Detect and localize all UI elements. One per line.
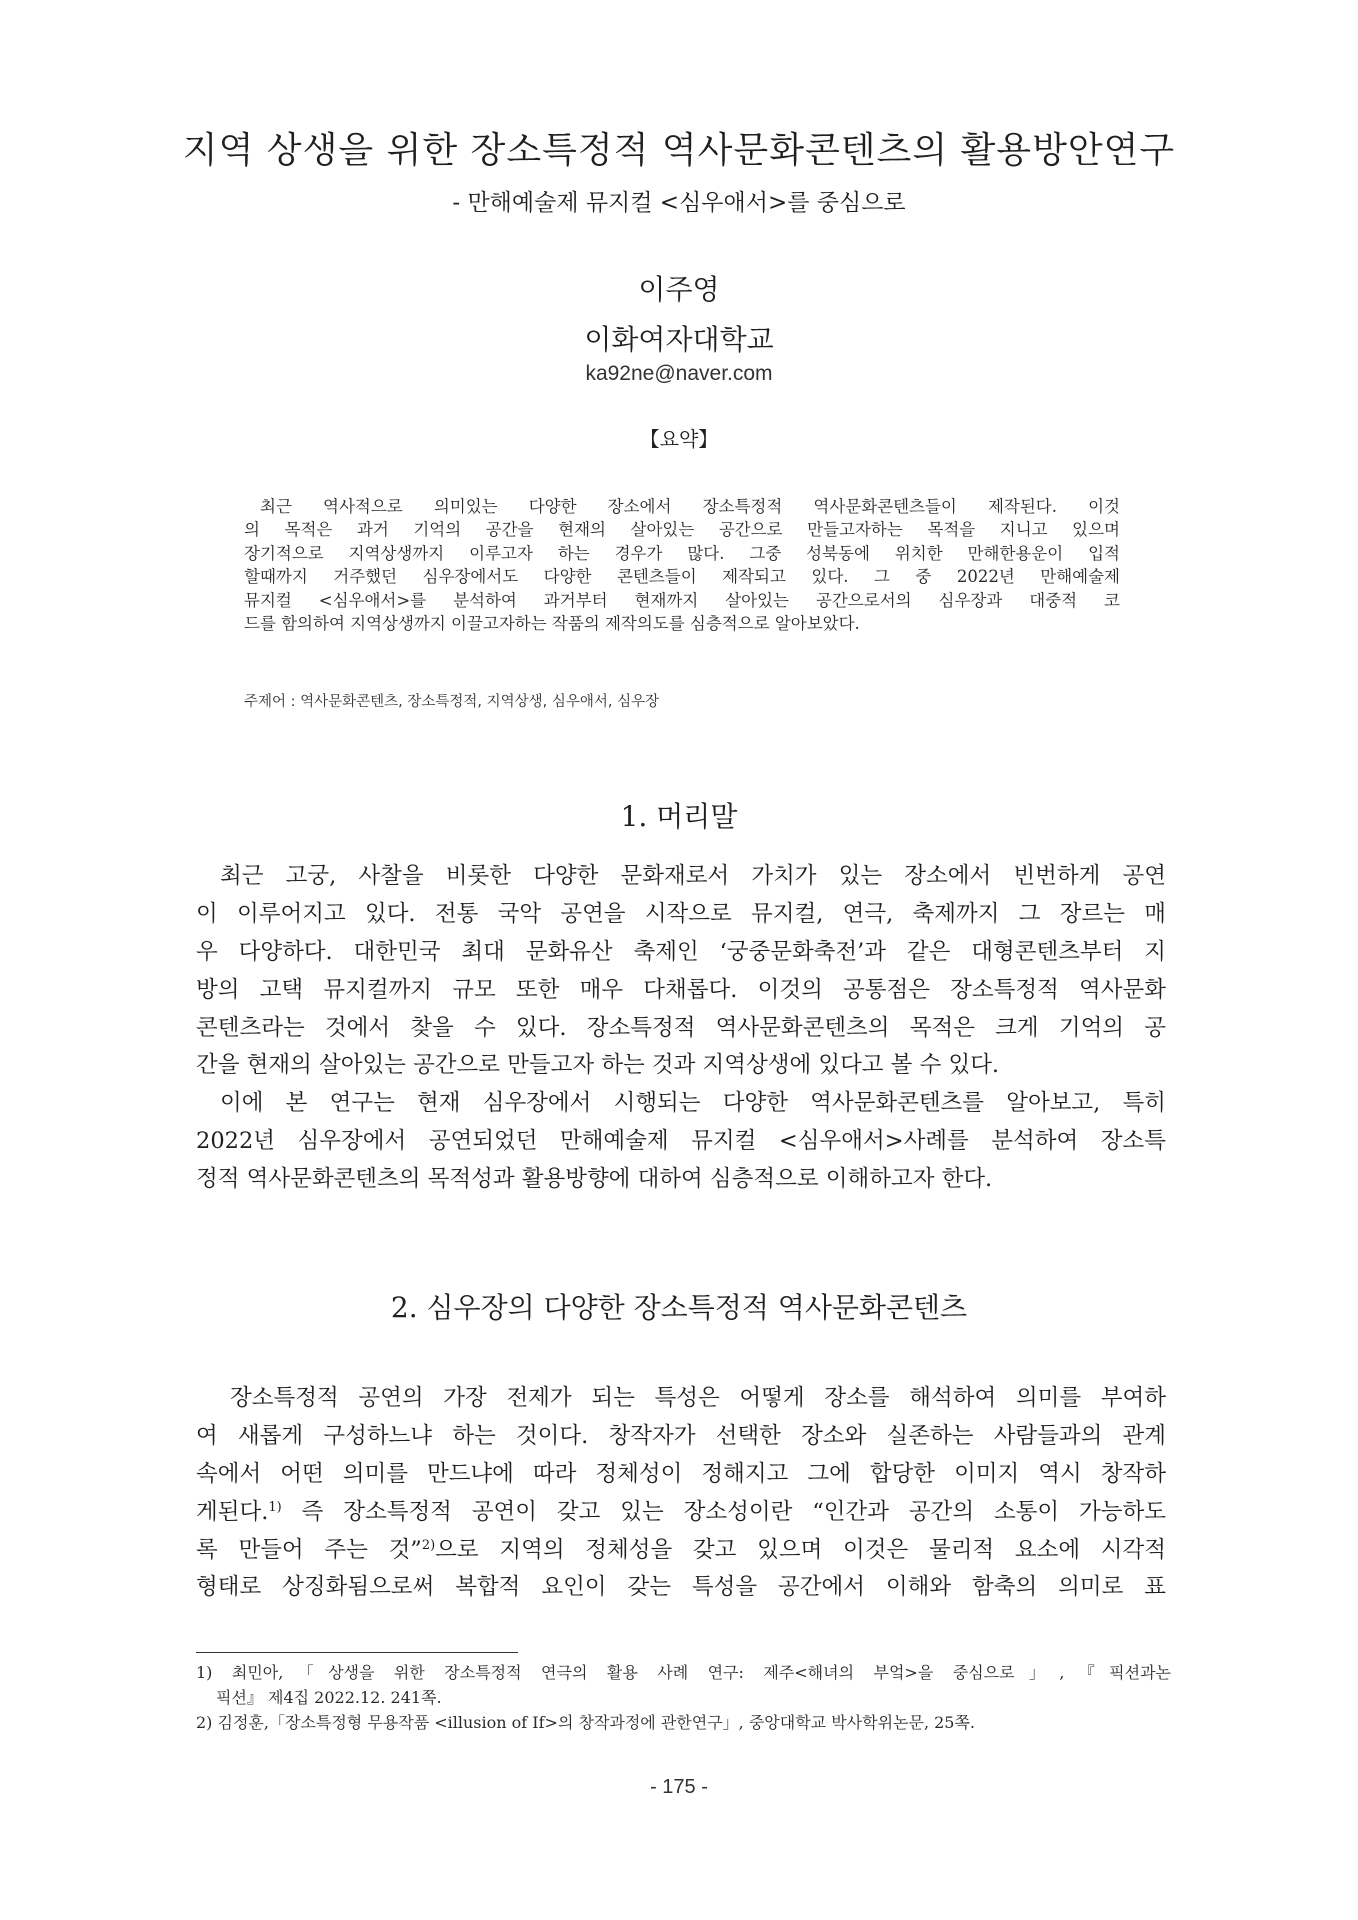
abstract-heading: 【요약】 bbox=[639, 427, 719, 451]
body-line: 형태로 상징화됨으로써 복합적 요인이 갖는 특성을 공간에서 이해와 함축의 의미로 표 bbox=[196, 1574, 1166, 1601]
body-line: 여 새롭게 구성하느냐 하는 것이다. 창작자가 선택한 장소와 실존하는 사람들과의 관계 bbox=[196, 1422, 1166, 1449]
section-2-body bbox=[196, 1380, 1166, 1607]
body-line: 정적 역사문화콘텐츠의 목적성과 활용방향에 대하여 심층적으로 이해하고자 한다. bbox=[196, 1166, 993, 1193]
footnote-ref: 1) bbox=[268, 1499, 282, 1515]
paper-subtitle: - 만해예술제 뮤지컬 <심우애서>를 중심으로 bbox=[452, 190, 906, 216]
abstract-line: 드를 함의하여 지역상생까지 이끌고자하는 작품의 제작의도를 심층적으로 알아보았다. bbox=[244, 613, 860, 633]
footnotes bbox=[196, 1660, 1171, 1735]
abstract-line: 장기적으로 지역상생까지 이루고자 하는 경우가 많다. 그중 성북동에 위치한 만해한용운이 입적 bbox=[244, 543, 1120, 563]
body-line bbox=[196, 1532, 1166, 1570]
paper-title: 지역 상생을 위한 장소특정적 역사문화콘텐츠의 활용방안연구 bbox=[182, 130, 1176, 171]
body-text: 즉 장소특정적 공연이 갖고 있는 장소성이란 “인간과 공간의 소통이 가능하도 bbox=[281, 1498, 1166, 1525]
abstract-body bbox=[244, 495, 1120, 635]
body-text: 게된다. bbox=[196, 1498, 269, 1525]
abstract-line: 의 목적은 과거 기억의 공간을 현재의 살아있는 공간으로 만들고자하는 목적을 지니고 있으며 bbox=[244, 520, 1120, 540]
body-line: 이 이루어지고 있다. 전통 국악 공연을 시작으로 뮤지컬, 연극, 축제까지 그 장르는 매 bbox=[196, 900, 1166, 927]
section-2-heading: 2. 심우장의 다양한 장소특정적 역사문화콘텐츠 bbox=[390, 1291, 968, 1324]
abstract-line: 할때까지 거주했던 심우장에서도 다양한 콘텐츠들이 제작되고 있다. 그 중 2022년 만해예술제 bbox=[244, 567, 1120, 587]
section-1-heading: 1. 머리말 bbox=[620, 800, 738, 833]
author-affiliation: 이화여자대학교 bbox=[584, 323, 774, 356]
body-line: 방의 고택 뮤지컬까지 규모 또한 매우 다채롭다. 이것의 공통점은 장소특정적 역사문화 bbox=[196, 976, 1166, 1003]
body-line: 이에 본 연구는 현재 심우장에서 시행되는 다양한 역사문화콘텐츠를 알아보고, 특히 bbox=[220, 1090, 1166, 1117]
body-line: 우 다양하다. 대한민국 최대 문화유산 축제인 ‘궁중문화축전’과 같은 대형콘텐츠부터 지 bbox=[196, 938, 1166, 965]
body-line: 콘텐츠라는 것에서 찾을 수 있다. 장소특정적 역사문화콘텐츠의 목적은 크게 기억의 공 bbox=[196, 1014, 1166, 1041]
author-email: ka92ne@naver.com bbox=[585, 362, 773, 385]
body-text: 록 만들어 주는 것” bbox=[196, 1536, 422, 1563]
body-line: 2022년 심우장에서 공연되었던 만해예술제 뮤지컬 <심우애서>사례를 분석하여 장소특 bbox=[196, 1128, 1166, 1155]
footnote-1: 1) 최민아,「상생을 위한 장소특정적 연극의 활용 사례 연구: 제주<해녀의 부엌>을 중심으로」,『픽션과논 bbox=[196, 1663, 1171, 1682]
author-name: 이주영 bbox=[638, 273, 720, 306]
abstract-line: 뮤지컬 <심우애서>를 분석하여 과거부터 현재까지 살아있는 공간으로서의 심우장과 대중적 코 bbox=[244, 590, 1120, 610]
abstract-line: 최근 역사적으로 의미있는 다양한 장소에서 장소특정적 역사문화콘텐츠들이 제작된다. 이것 bbox=[260, 497, 1120, 516]
body-line: 최근 고궁, 사찰을 비롯한 다양한 문화재로서 가치가 있는 장소에서 빈번하게 공연 bbox=[220, 863, 1166, 889]
body-line: 속에서 어떤 의미를 만드냐에 따라 정체성이 정해지고 그에 합당한 이미지 역시 창작하 bbox=[196, 1460, 1166, 1487]
footnote-ref: 2) bbox=[421, 1537, 436, 1553]
page-number: - 175 - bbox=[650, 1776, 708, 1798]
footnote-1-cont: 픽션』 제4집 2022.12. 241쪽. bbox=[216, 1688, 442, 1707]
footnote-2: 2) 김정훈,「장소특정형 무용작품 <illusion of If>의 창작과정에 관한연구」, 중앙대학교 박사학위논문, 25쪽. bbox=[196, 1713, 976, 1732]
section-1-body bbox=[196, 858, 1166, 1199]
footnote-divider bbox=[196, 1652, 518, 1653]
body-line: 간을 현재의 살아있는 공간으로 만들고자 하는 것과 지역상생에 있다고 볼 수 있다. bbox=[196, 1052, 1000, 1079]
body-text: 으로 지역의 정체성을 갖고 있으며 이것은 물리적 요소에 시각적 bbox=[435, 1536, 1166, 1563]
body-line bbox=[196, 1494, 1166, 1532]
body-line: 장소특정적 공연의 가장 전제가 되는 특성은 어떻게 장소를 해석하여 의미를 부여하 bbox=[230, 1385, 1166, 1411]
keywords: 주제어 : 역사문화콘텐츠, 장소특정적, 지역상생, 심우애서, 심우장 bbox=[244, 694, 660, 710]
